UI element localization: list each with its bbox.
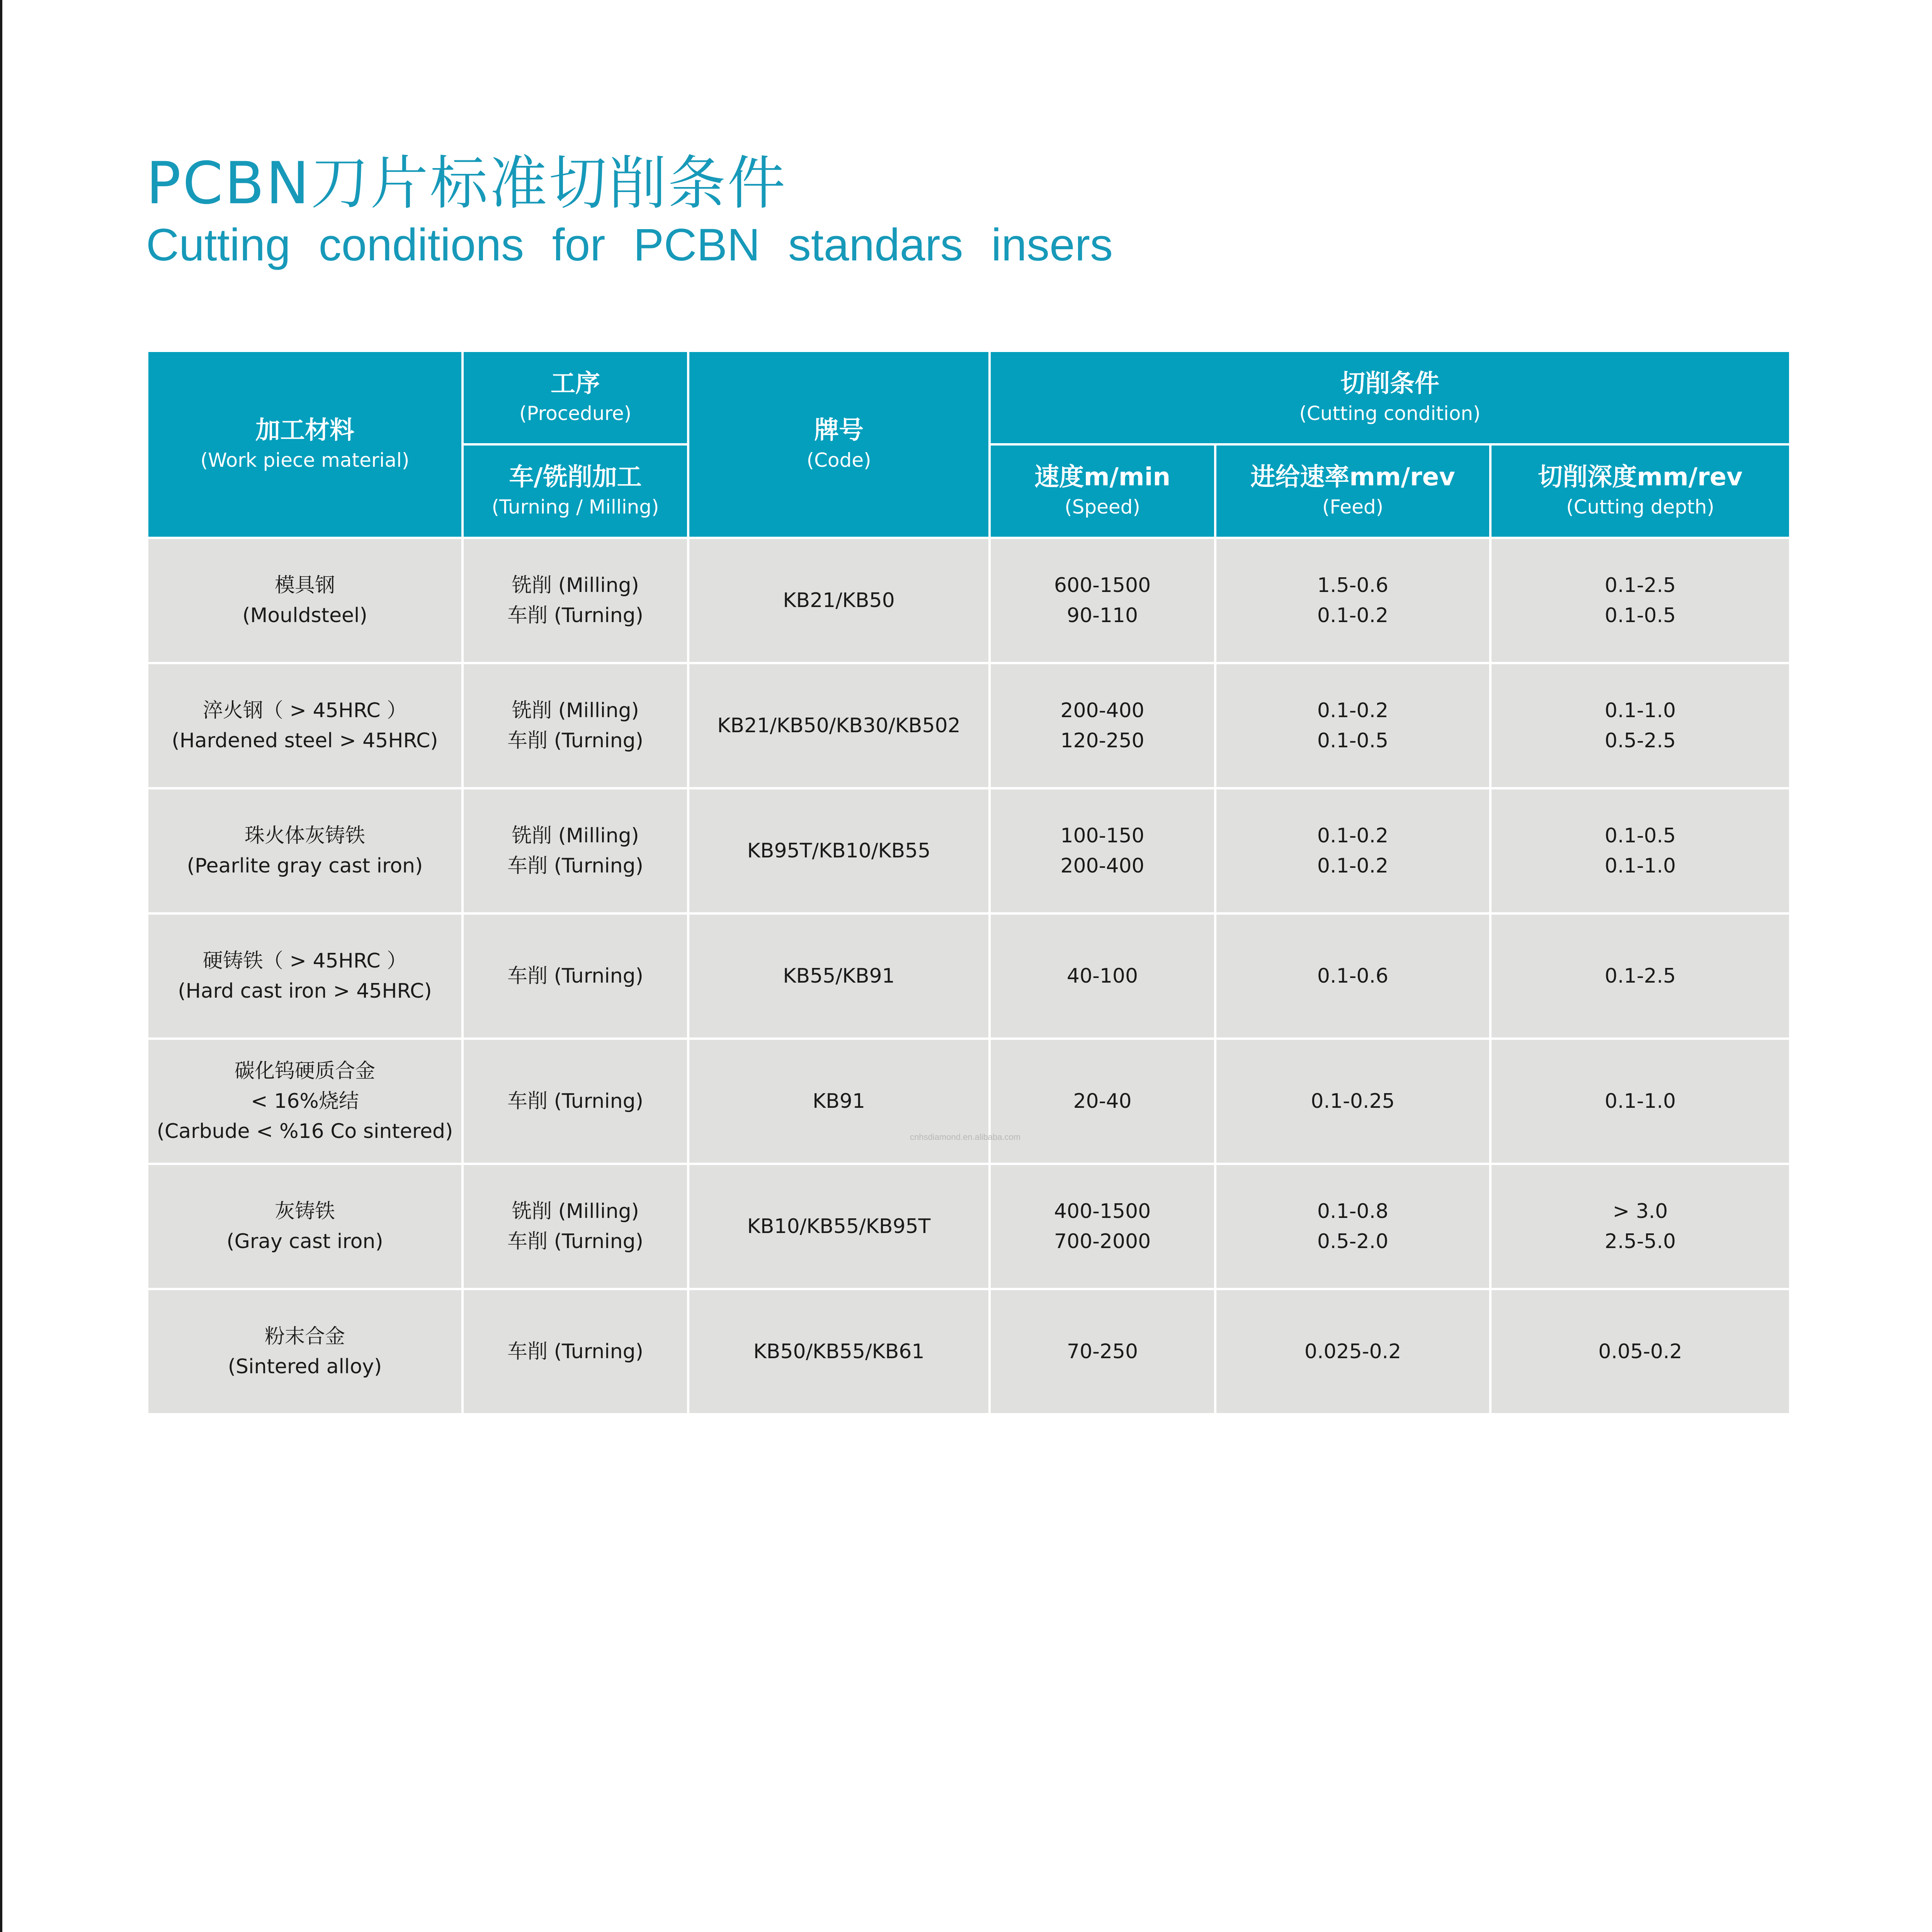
feed-cell xyxy=(1215,913,1490,1039)
code-line: KB95T/KB10/KB55 xyxy=(747,839,931,862)
header-depth-en: (Cutting depth) xyxy=(1566,495,1714,518)
depth-line: 0.1-1.0 xyxy=(1604,699,1676,722)
code-cell xyxy=(688,788,990,913)
procedure-line: 车削 (Turning) xyxy=(507,854,643,878)
material-line: 珠火体灰铸铁 xyxy=(244,824,365,847)
speed-line: 70-250 xyxy=(1066,1340,1138,1363)
speed-line: 40-100 xyxy=(1066,964,1138,988)
procedure-line: 车削 (Turning) xyxy=(507,604,643,627)
header-cutting-condition xyxy=(990,351,1790,444)
speed-line: 20-40 xyxy=(1073,1090,1132,1113)
material-line: (Sintered alloy) xyxy=(228,1355,382,1378)
header-depth-cn: 切削深度mm/rev xyxy=(1538,463,1743,492)
depth-line: 0.1-2.5 xyxy=(1604,574,1676,597)
depth-line: 0.1-0.5 xyxy=(1604,604,1676,627)
header-code-cn: 牌号 xyxy=(814,416,864,445)
feed-line: 0.1-0.2 xyxy=(1317,699,1389,722)
depth-line: 2.5-5.0 xyxy=(1604,1230,1676,1253)
depth-cell xyxy=(1490,1289,1790,1414)
code-line: KB21/KB50/KB30/KB502 xyxy=(717,714,961,737)
feed-line: 0.1-0.6 xyxy=(1317,964,1389,988)
header-code xyxy=(688,351,990,538)
material-line: < 16%烧结 xyxy=(251,1090,359,1113)
feed-line: 0.1-0.8 xyxy=(1317,1200,1389,1223)
speed-line: 90-110 xyxy=(1066,604,1138,627)
feed-cell xyxy=(1215,663,1490,788)
procedure-line: 铣削 (Milling) xyxy=(512,1200,639,1223)
speed-cell xyxy=(990,663,1215,788)
header-feed-cn: 进给速率mm/rev xyxy=(1250,463,1455,492)
procedure-line: 铣削 (Milling) xyxy=(512,699,639,722)
speed-line: 100-150 xyxy=(1060,824,1145,847)
code-cell xyxy=(688,913,990,1039)
procedure-line: 车削 (Turning) xyxy=(507,1230,643,1253)
header-material-cn: 加工材料 xyxy=(255,416,354,445)
depth-line: 0.1-0.5 xyxy=(1604,824,1676,847)
material-cell xyxy=(147,788,463,913)
code-line: KB91 xyxy=(813,1090,865,1113)
procedure-line: 车削 (Turning) xyxy=(507,729,643,752)
header-feed-en: (Feed) xyxy=(1322,495,1384,518)
header-speed-cn: 速度m/min xyxy=(1034,463,1171,492)
code-cell xyxy=(688,538,990,663)
depth-line: 0.5-2.5 xyxy=(1604,729,1676,752)
depth-line: 0.1-1.0 xyxy=(1604,854,1676,878)
depth-line: 0.05-0.2 xyxy=(1598,1340,1682,1363)
code-cell xyxy=(688,1039,990,1164)
speed-cell xyxy=(990,1164,1215,1289)
procedure-cell xyxy=(463,913,688,1039)
depth-cell xyxy=(1490,663,1790,788)
procedure-cell xyxy=(463,1039,688,1164)
speed-line: 400-1500 xyxy=(1054,1200,1151,1223)
feed-cell xyxy=(1215,1289,1490,1414)
cutting-conditions-table xyxy=(146,350,1791,1415)
header-procedure xyxy=(463,351,688,444)
header-turning-milling-cn: 车/铣削加工 xyxy=(509,463,642,492)
speed-line: 120-250 xyxy=(1060,729,1145,752)
feed-line: 0.025-0.2 xyxy=(1304,1340,1401,1363)
material-line: 碳化钨硬质合金 xyxy=(234,1060,375,1083)
material-line: 淬火钢（ > 45HRC ） xyxy=(202,699,407,722)
header-turning-milling xyxy=(463,444,688,538)
feed-line: 0.1-0.2 xyxy=(1317,604,1389,627)
material-cell xyxy=(147,663,463,788)
depth-line: 0.1-1.0 xyxy=(1604,1090,1676,1113)
page-subtitle: Cutting conditions for PCBN standars insers xyxy=(146,219,1113,270)
table-row xyxy=(147,1039,1790,1164)
feed-line: 0.1-0.5 xyxy=(1317,729,1389,752)
code-cell xyxy=(688,1164,990,1289)
feed-line: 1.5-0.6 xyxy=(1317,574,1389,597)
depth-line: 0.1-2.5 xyxy=(1604,964,1676,988)
material-cell xyxy=(147,913,463,1039)
feed-cell xyxy=(1215,1164,1490,1289)
feed-line: 0.1-0.2 xyxy=(1317,854,1389,878)
speed-line: 600-1500 xyxy=(1054,574,1151,597)
material-line: 模具钢 xyxy=(274,574,335,597)
header-cutting-condition-cn: 切削条件 xyxy=(1340,369,1439,398)
feed-line: 0.1-0.2 xyxy=(1317,824,1389,847)
material-line: 硬铸铁（ > 45HRC ） xyxy=(202,949,407,973)
header-turning-milling-en: (Turning / Milling) xyxy=(492,495,659,518)
header-material xyxy=(147,351,463,538)
header-feed xyxy=(1215,444,1490,538)
code-cell xyxy=(688,663,990,788)
depth-cell xyxy=(1490,913,1790,1039)
feed-line: 0.5-2.0 xyxy=(1317,1230,1389,1253)
procedure-line: 铣削 (Milling) xyxy=(512,574,639,597)
depth-cell xyxy=(1490,538,1790,663)
feed-cell xyxy=(1215,1039,1490,1164)
material-line: (Gray cast iron) xyxy=(226,1230,383,1253)
header-cutting-condition-en: (Cutting condition) xyxy=(1299,402,1481,425)
speed-line: 700-2000 xyxy=(1054,1230,1151,1253)
header-code-en: (Code) xyxy=(806,449,871,471)
depth-cell xyxy=(1490,788,1790,913)
table-row xyxy=(147,788,1790,913)
table-body xyxy=(147,538,1790,1414)
speed-cell xyxy=(990,1039,1215,1164)
material-line: (Hardened steel > 45HRC) xyxy=(172,729,438,752)
header-procedure-en: (Procedure) xyxy=(519,402,632,425)
header-speed xyxy=(990,444,1215,538)
procedure-cell xyxy=(463,1289,688,1414)
procedure-cell xyxy=(463,663,688,788)
procedure-line: 车削 (Turning) xyxy=(507,1340,643,1363)
procedure-line: 车削 (Turning) xyxy=(507,964,643,988)
feed-line: 0.1-0.25 xyxy=(1311,1090,1395,1113)
procedure-line: 车削 (Turning) xyxy=(507,1090,643,1113)
page-title: PCBN刀片标准切削条件 xyxy=(146,150,787,217)
speed-cell xyxy=(990,538,1215,663)
table-row xyxy=(147,538,1790,663)
depth-cell xyxy=(1490,1039,1790,1164)
procedure-cell xyxy=(463,538,688,663)
material-cell xyxy=(147,1039,463,1164)
table-row xyxy=(147,1289,1790,1414)
feed-cell xyxy=(1215,538,1490,663)
depth-line: > 3.0 xyxy=(1612,1200,1668,1223)
header-material-en: (Work piece material) xyxy=(200,449,410,471)
feed-cell xyxy=(1215,788,1490,913)
code-line: KB50/KB55/KB61 xyxy=(753,1340,925,1363)
material-line: (Mouldsteel) xyxy=(242,604,367,627)
speed-cell xyxy=(990,913,1215,1039)
speed-line: 200-400 xyxy=(1060,854,1145,878)
table-row xyxy=(147,913,1790,1039)
material-line: 灰铸铁 xyxy=(274,1200,335,1223)
material-line: (Pearlite gray cast iron) xyxy=(187,854,423,878)
table-row xyxy=(147,1164,1790,1289)
material-line: 粉末合金 xyxy=(264,1325,345,1348)
material-line: (Carbude < %16 Co sintered) xyxy=(156,1120,453,1143)
depth-cell xyxy=(1490,1164,1790,1289)
header-speed-en: (Speed) xyxy=(1065,495,1140,518)
material-cell xyxy=(147,1164,463,1289)
header-procedure-cn: 工序 xyxy=(551,369,600,398)
material-line: (Hard cast iron > 45HRC) xyxy=(178,980,432,1003)
procedure-line: 铣削 (Milling) xyxy=(512,824,639,847)
material-cell xyxy=(147,1289,463,1414)
code-cell xyxy=(688,1289,990,1414)
speed-cell xyxy=(990,788,1215,913)
material-cell xyxy=(147,538,463,663)
code-line: KB10/KB55/KB95T xyxy=(747,1215,931,1238)
procedure-cell xyxy=(463,788,688,913)
code-line: KB55/KB91 xyxy=(783,964,895,988)
procedure-cell xyxy=(463,1164,688,1289)
watermark: cnhsdiamond.en.alibaba.com xyxy=(910,1132,1021,1142)
table-row xyxy=(147,663,1790,788)
speed-cell xyxy=(990,1289,1215,1414)
code-line: KB21/KB50 xyxy=(783,589,895,612)
header-depth xyxy=(1490,444,1790,538)
speed-line: 200-400 xyxy=(1060,699,1145,722)
